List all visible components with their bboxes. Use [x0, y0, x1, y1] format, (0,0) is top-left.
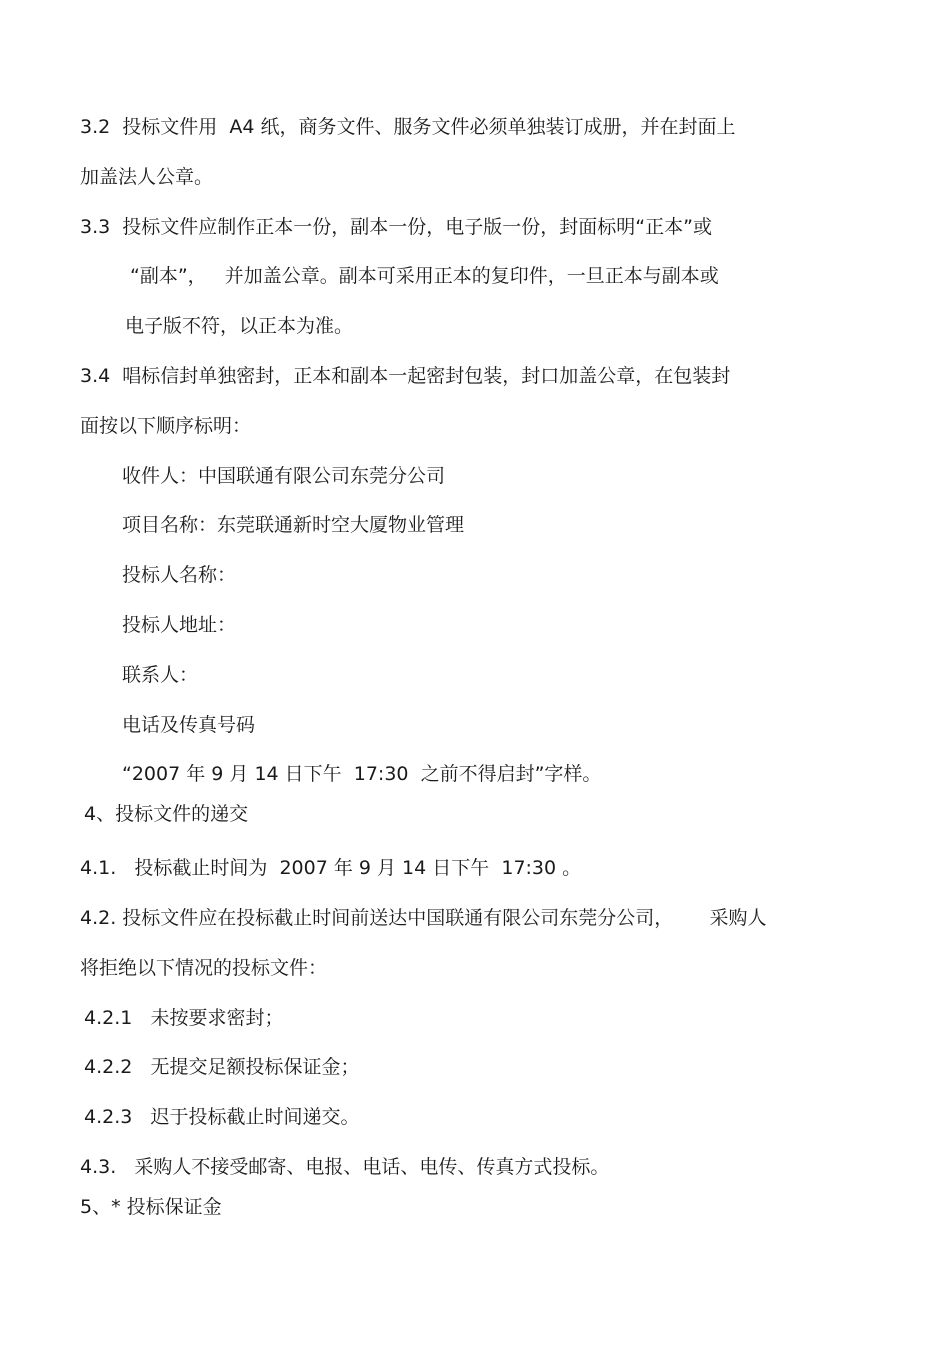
clause-3-3-line-3: 电子版不符，以正本为准。 [125, 315, 354, 337]
clause-3-4-line-1: 3.4 唱标信封单独密封，正本和副本一起密封包装，封口加盖公章，在包装封 [80, 365, 731, 387]
clause-3-4-line-2: 面按以下顺序标明： [80, 415, 252, 437]
bidder-address-line: 投标人地址： [122, 614, 237, 636]
clause-4-2-1: 4.2.1 未按要求密封； [84, 1007, 284, 1029]
contact-line: 联系人： [122, 664, 199, 686]
clause-4-2-line-1: 4.2. 投标文件应在投标截止时间前送达中国联通有限公司东莞分公司， 采购人 [80, 907, 767, 929]
clause-4-2-line-2: 将拒绝以下情况的投标文件： [80, 957, 328, 979]
clause-4-2-3: 4.2.3 迟于投标截止时间递交。 [84, 1106, 360, 1128]
clause-3-3-line-2: “副本”， 并加盖公章。副本可采用正本的复印件，一旦正本与副本或 [130, 265, 719, 287]
phone-fax-line: 电话及传真号码 [122, 714, 256, 736]
section-5-heading: 5、* 投标保证金 [80, 1196, 222, 1218]
clause-4-2-2: 4.2.2 无提交足额投标保证金； [84, 1056, 360, 1078]
seal-notice-line: “2007 年 9 月 14 日下午 17:30 之前不得启封”字样。 [122, 763, 602, 785]
clause-3-2-line-1: 3.2 投标文件用 A4 纸，商务文件、服务文件必须单独装订成册，并在封面上 [80, 116, 736, 138]
clause-4-3: 4.3. 采购人不接受邮寄、电报、电话、电传、传真方式投标。 [80, 1156, 610, 1178]
project-name-line: 项目名称：东莞联通新时空大厦物业管理 [122, 514, 465, 536]
clause-3-2-line-2: 加盖法人公章。 [80, 166, 214, 188]
section-4-heading: 4、投标文件的递交 [84, 803, 249, 825]
recipient-line: 收件人：中国联通有限公司东莞分公司 [122, 465, 446, 487]
clause-3-3-line-1: 3.3 投标文件应制作正本一份，副本一份，电子版一份，封面标明“正本”或 [80, 216, 712, 238]
clause-4-1: 4.1. 投标截止时间为 2007 年 9 月 14 日下午 17:30 。 [80, 857, 582, 879]
bidder-name-line: 投标人名称： [122, 564, 237, 586]
